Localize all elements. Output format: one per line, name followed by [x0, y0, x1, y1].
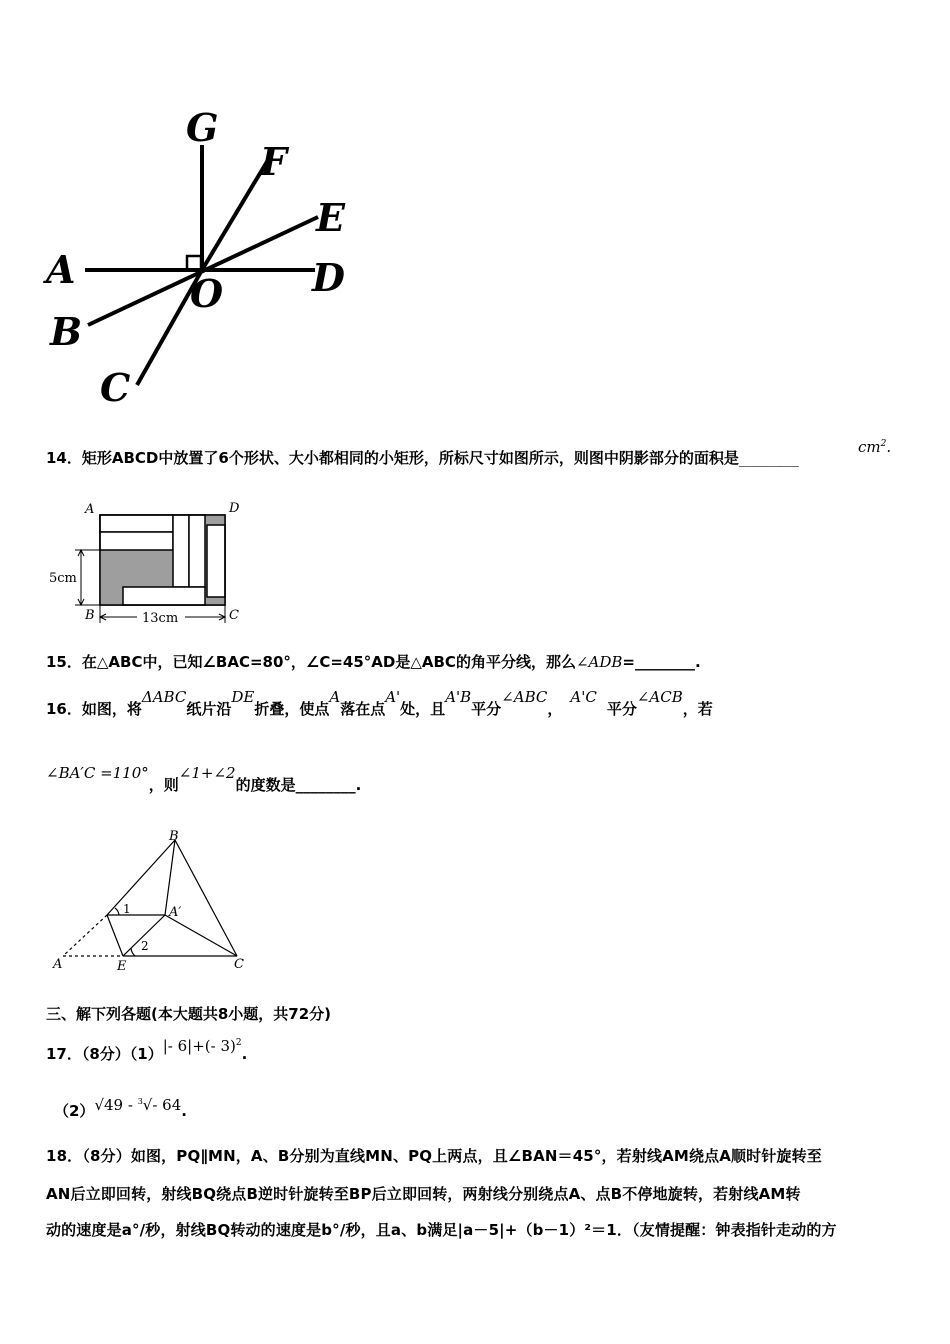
- label-g: G: [186, 105, 219, 150]
- label-o: O: [190, 271, 224, 316]
- q14-height-label: 5cm: [49, 571, 77, 586]
- question-17-part2: （2）√49 - $^3$√- 64.: [54, 1096, 187, 1120]
- q14-text: 14．矩形ABCD中放置了6个形状、大小都相同的小矩形，所标尺寸如图所示，则图中阴影部分的面积是: [46, 449, 739, 467]
- label-c: C: [100, 365, 131, 410]
- q14-label-a: A: [85, 502, 95, 517]
- question-17: 17．（8分）（1）|- 6|+(- 3)$^2$.: [46, 1037, 248, 1063]
- label-d: D: [312, 255, 345, 300]
- q16-label-c: C: [234, 957, 244, 972]
- q16-label-a: A: [53, 957, 63, 972]
- q17-expr1: |- 6|+(- 3): [162, 1037, 236, 1055]
- q14-blank: ________: [738, 449, 799, 467]
- question-18-line-2: AN后立即回转，射线BQ绕点B逆时针旋转至BP后立即回转，两射线分别绕点A、点B不停地旋转，若射线AM转: [46, 1185, 801, 1203]
- question-16: 16．如图，将ΔABC纸片沿DE折叠，使点A落在点A'处，且A'B平分∠ABC，A'C平分∠ACB，若: [46, 688, 713, 718]
- q16-label-a1: A′: [169, 905, 182, 920]
- q15-angle: ∠ADB: [575, 653, 623, 671]
- label-e: E: [316, 195, 345, 240]
- folded-triangle-figure: [45, 828, 260, 978]
- rectangle-figure: [45, 495, 255, 630]
- q14-label-c: C: [229, 608, 239, 623]
- question-15: 15．在△ABC中，已知∠BAC=80°，∠C=45°AD是△ABC的角平分线，那么∠ADB=________.: [46, 653, 701, 671]
- q16-label-e: E: [117, 959, 127, 974]
- question-16-cont: ∠BA′C =110°，则∠1+∠2的度数是________.: [46, 764, 362, 794]
- q16-label-b: B: [169, 829, 179, 844]
- question-18-line-3: 动的速度是a°/秒，射线BQ转动的速度是b°/秒，且a、b满足|a－5|+（b－1）²＝1．（友情提醒：钟表指针走动的方: [46, 1221, 837, 1239]
- q16-angle-2: 2: [141, 939, 149, 953]
- question-18-line-1: 18．（8分）如图，PQ∥MN，A、B分别为直线MN、PQ上两点，且∠BAN＝45°，若射线AM绕点A顺时针旋转至: [46, 1147, 822, 1165]
- q16-angle-1: 1: [123, 902, 131, 916]
- q17-expr2: √49 - $^3$√- 64: [94, 1096, 182, 1114]
- section-3-heading: 三、解下列各题(本大题共8小题，共72分): [46, 1005, 332, 1023]
- label-a: A: [46, 247, 76, 292]
- q14-unit: $cm^2$.: [858, 438, 892, 456]
- q14-label-b: B: [85, 608, 95, 623]
- question-14: [46, 447, 799, 469]
- q14-label-d: D: [229, 501, 240, 516]
- angle-lines-figure: [40, 105, 370, 415]
- label-b: B: [50, 309, 83, 354]
- label-f: F: [260, 139, 287, 184]
- q14-width-label: 13cm: [142, 611, 179, 626]
